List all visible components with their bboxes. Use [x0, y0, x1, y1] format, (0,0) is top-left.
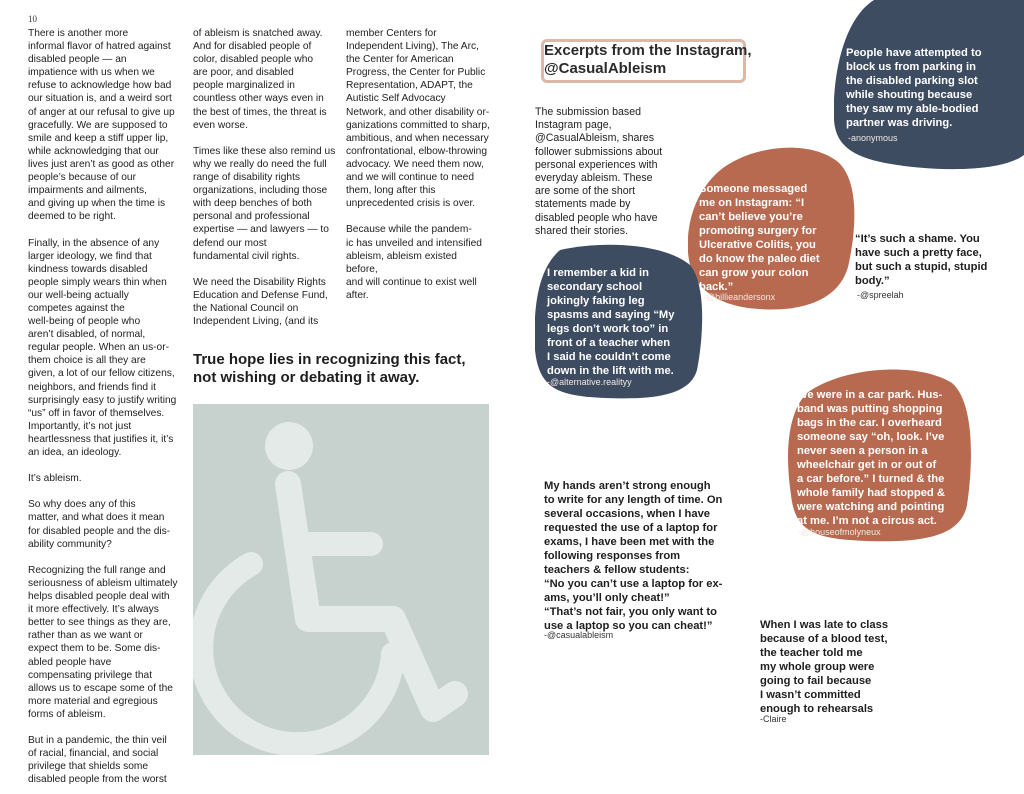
quote-school-lift: I remember a kid in secondary school jokingly faking leg spasms and saying “My legs don’t work too” in front of a teacher when I said he couldn’t come down in the lift with me. [547, 267, 675, 377]
quote-instagram-message-author: -@billieandersonx [703, 292, 776, 302]
quote-parking: People have attempted to block us from parking in the disabled parking slot while shouting because they saw my able-bodied partner was driving. [846, 47, 982, 129]
quote-pretty-face: “It’s such a shame. You have such a pretty face, but such a stupid, stupid body.” [855, 233, 988, 287]
quote-laptop-exams-author: -@casualableism [544, 630, 614, 640]
excerpts-intro: The submission based Instagram page, @CasualAbleism, shares follower submissions about personal experiences with everyday ableism. These are some of the short statements made by disabled people who have shared their stories. [535, 106, 663, 237]
article-column-3: member Centers for Independent Living), The Arc, the Center for American Progress, the Center for Public Representation, ADAPT, the Autistic Self Advocacy Network, and other disability or- ganizations committed to sharp, ambitious, and when necessary confrontational, elbow-throwing advocacy. We need them now, and we will continue to need them, long after this unprecedented crisis is over. Because while the pandem- ic has unveiled and intensified ableism, ableism existed before, and will continue to exist well after. [346, 28, 490, 301]
quote-blood-test-author: -Claire [760, 714, 787, 724]
excerpts-title: Excerpts from the Instagram, @CasualAbleism [544, 42, 752, 77]
quote-instagram-message: Someone messaged me on Instagram: “I can’t believe you’re promoting surgery for Ulcerative Colitis, you do know the paleo diet can grow your colon back.” [699, 183, 820, 293]
quote-parking-author: -anonymous [848, 133, 898, 143]
quote-car-park-author: -@houseofmolyneux [798, 527, 881, 537]
quote-laptop-exams: My hands aren’t strong enough to write for any length of time. On several occasions, when I have requested the use of a laptop for exams, I have been met with the following responses from teachers & fellow students: “No you can’t use a laptop for ex- ams, you’ll only cheat!” “That’s not fair, you only want to use a laptop so you can cheat!” [544, 480, 723, 632]
pull-quote: True hope lies in recognizing this fact, not wishing or debating it away. [193, 351, 466, 386]
page-number-left: 10 [28, 14, 37, 24]
quote-school-lift-author: -@alternative.realityy [547, 377, 632, 387]
quote-car-park: We were in a car park. Hus- band was putting shopping bags in the car. I overheard someone say “oh, look. I’ve never seen a person in a wheelchair get in or out of a car before.” I turned & the whole family had stopped & were watching and pointing at me. I’m not a circus act. [797, 389, 945, 527]
wheelchair-panel [193, 404, 489, 755]
quote-pretty-face-author: -@spreelah [857, 290, 904, 300]
article-column-1: There is another more informal flavor of hatred against disabled people — an impatience with us when we refuse to acknowledge how bad our situation is, and a weird sort of anger at our refusal to give up gracefully. We are supposed to smile and keep a stiff upper lip, while acknowledging that our lives just aren’t as good as other people’s because of our impairments and ailments, and giving up when the time is deemed to be right. Finally, in the absence of any larger ideology, we find that kindness towards disabled people simply wears thin when our well-being actually competes against the well-being of people who aren’t disabled, of normal, regular people. When an us-or- them choice is all they are given, a lot of our fellow citizens, neighbors, and friends find it surprisingly easy to justify writing “us” off in favor of themselves. Importantly, it’s not just heartlessness that justifies it, it’s an idea, an ideology. It’s ableism. So why does any of this matter, and what does it mean for disabled people and the dis- ability community? Recognizing the full range and seriousness of ableism ultimately helps disabled people deal with it more effectively. It’s always better to see things as they are, rather than as we want or expect them to be. Some dis- abled people have compensating privilege that allows us to escape some of the more material and egregious forms of ableism. But in a pandemic, the thin veil of racial, financial, and social privilege that shields some disabled people from the worst [28, 28, 178, 786]
quote-blood-test: When I was late to class because of a blood test, the teacher told me my whole group were going to fail because I wasn’t committed enough to rehearsals [760, 619, 889, 715]
article-column-2: of ableism is snatched away. And for disabled people of color, disabled people who are poor, and disabled people marginalized in countless other ways even in the best of times, the threat is even worse. Times like these also remind us why we really do need the full range of disability rights organizations, including those with deep benches of both personal and professional expertise — and lawyers — to defend our most fundamental civil rights. We need the Disability Rights Education and Defense Fund, the National Council on Independent Living, (and its [193, 28, 336, 328]
wheelchair-icon [193, 404, 489, 755]
